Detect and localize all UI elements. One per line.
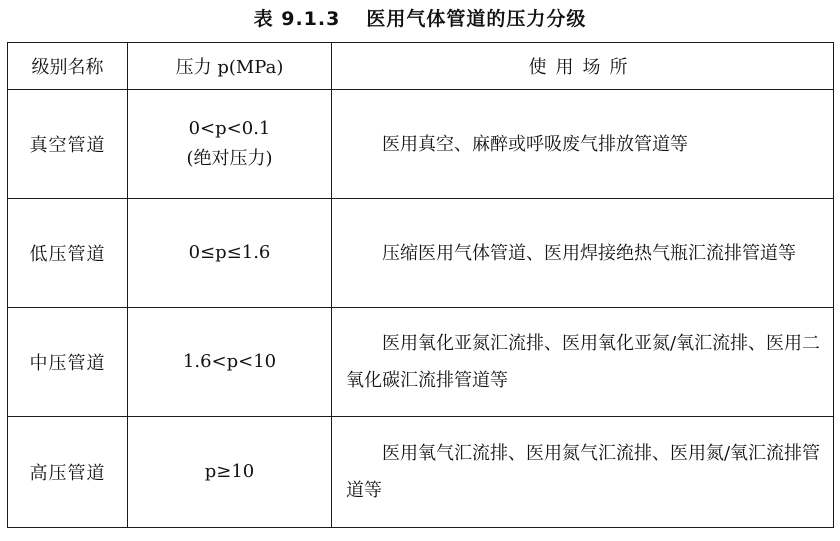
cell-pressure — [128, 199, 332, 308]
table-header-row — [8, 43, 834, 90]
cell-level-name: 低压管道 — [8, 199, 128, 308]
cell-level-name: 真空管道 — [8, 90, 128, 199]
cell-pressure — [128, 417, 332, 528]
table-number: 表 9.1.3 — [253, 8, 341, 30]
table-caption — [0, 4, 840, 34]
cell-pressure — [128, 308, 332, 417]
cell-usage — [332, 199, 834, 308]
cell-usage — [332, 90, 834, 199]
pressure-range: p≥10 — [204, 461, 255, 482]
cell-usage — [332, 308, 834, 417]
cell-pressure — [128, 90, 332, 199]
usage-text: 医用氧气汇流排、医用氮气汇流排、医用氮/氧汇流排管道等 — [346, 443, 821, 501]
table-title: 医用气体管道的压力分级 — [366, 8, 587, 30]
pressure-range: 1.6<p<10 — [182, 351, 277, 372]
pressure-classification-table — [7, 42, 834, 528]
table-row — [8, 308, 834, 417]
cell-level-name: 中压管道 — [8, 308, 128, 417]
usage-text: 医用真空、麻醉或呼吸废气排放管道等 — [382, 133, 688, 155]
usage-text: 压缩医用气体管道、医用焊接绝热气瓶汇流排管道等 — [382, 242, 796, 264]
usage-text: 医用氧化亚氮汇流排、医用氧化亚氮/氧汇流排、医用二氧化碳汇流排管道等 — [346, 333, 821, 391]
table-row — [8, 199, 834, 308]
header-pressure: 压力 p(MPa) — [128, 43, 332, 90]
pressure-range: 0<p<0.1 — [188, 118, 271, 139]
header-usage: 使用场所 — [332, 43, 834, 90]
table-row — [8, 90, 834, 199]
header-level-name: 级别名称 — [8, 43, 128, 90]
table-row — [8, 417, 834, 528]
cell-usage — [332, 417, 834, 528]
pressure-note: (绝对压力) — [186, 148, 273, 169]
pressure-range: 0≤p≤1.6 — [188, 242, 271, 263]
cell-level-name: 高压管道 — [8, 417, 128, 528]
